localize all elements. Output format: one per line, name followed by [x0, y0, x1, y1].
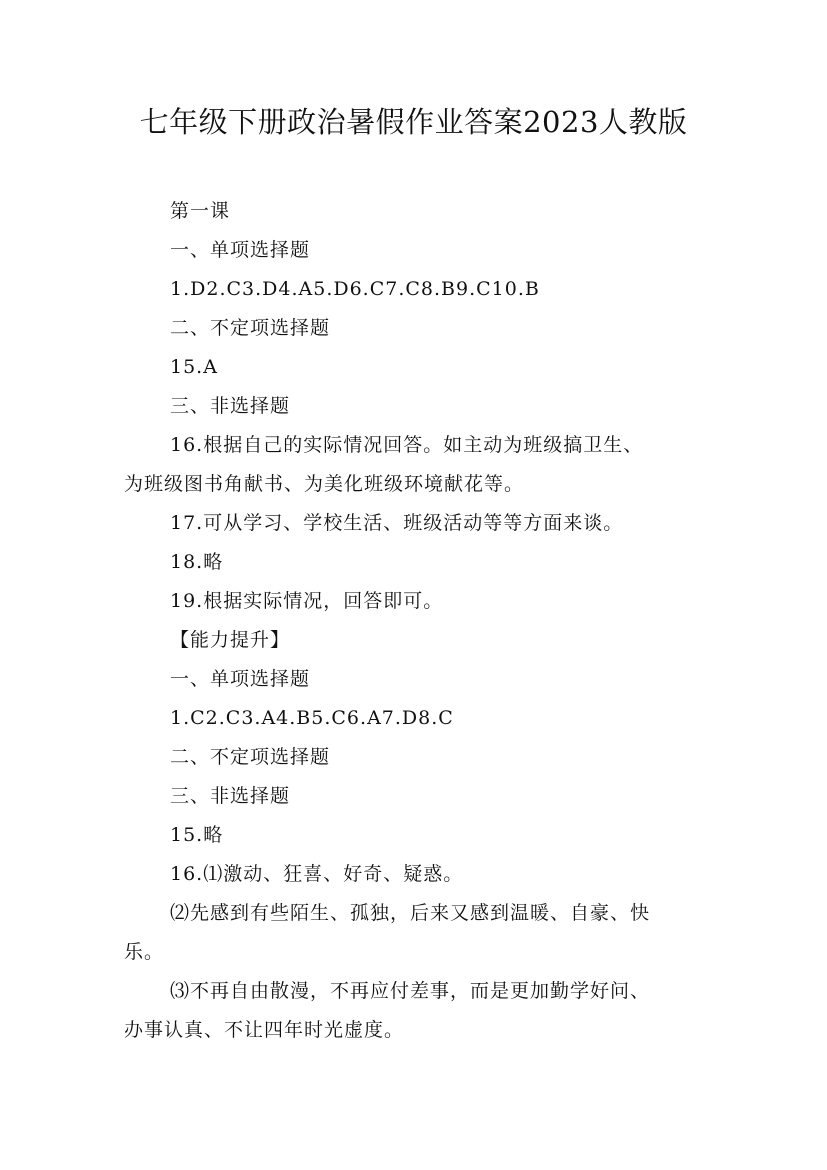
answer-line: 16.根据自己的实际情况回答。如主动为班级搞卫生、 — [170, 434, 644, 456]
answer-line: 为班级图书角献书、为美化班级环境献花等。 — [124, 473, 525, 495]
answer-line: 1.C2.C3.A4.B5.C6.A7.D8.C — [170, 707, 454, 729]
section-heading: 一、单项选择题 — [170, 239, 311, 261]
answer-line: 1.D2.C3.D4.A5.D6.C7.C8.B9.C10.B — [170, 278, 540, 300]
answer-line: 15.略 — [170, 824, 224, 846]
answer-line: ⑶不再自由散漫，不再应付差事，而是更加勤学好问、 — [170, 980, 651, 1002]
section-heading: 三、非选择题 — [170, 395, 291, 417]
section-heading: 三、非选择题 — [170, 785, 291, 807]
answer-line: 17.可从学习、学校生活、班级活动等等方面来谈。 — [170, 512, 624, 534]
answer-line: 办事认真、不让四年时光虚度。 — [124, 1019, 405, 1041]
document-title: 七年级下册政治暑假作业答案2023人教版 — [139, 105, 688, 139]
answer-line: 16.⑴激动、狂喜、好奇、疑惑。 — [170, 863, 464, 885]
answer-line: ⑵先感到有些陌生、孤独，后来又感到温暖、自豪、快 — [170, 902, 651, 924]
answer-line: 15.A — [170, 356, 218, 378]
section-heading: 一、单项选择题 — [170, 668, 311, 690]
section-heading: 二、不定项选择题 — [170, 317, 331, 339]
section-heading: 二、不定项选择题 — [170, 746, 331, 768]
answer-line: 18.略 — [170, 551, 224, 573]
lesson-heading: 【能力提升】 — [170, 629, 291, 651]
answer-line: 乐。 — [124, 941, 165, 963]
lesson-heading: 第一课 — [170, 200, 231, 222]
answer-line: 19.根据实际情况，回答即可。 — [170, 590, 444, 612]
